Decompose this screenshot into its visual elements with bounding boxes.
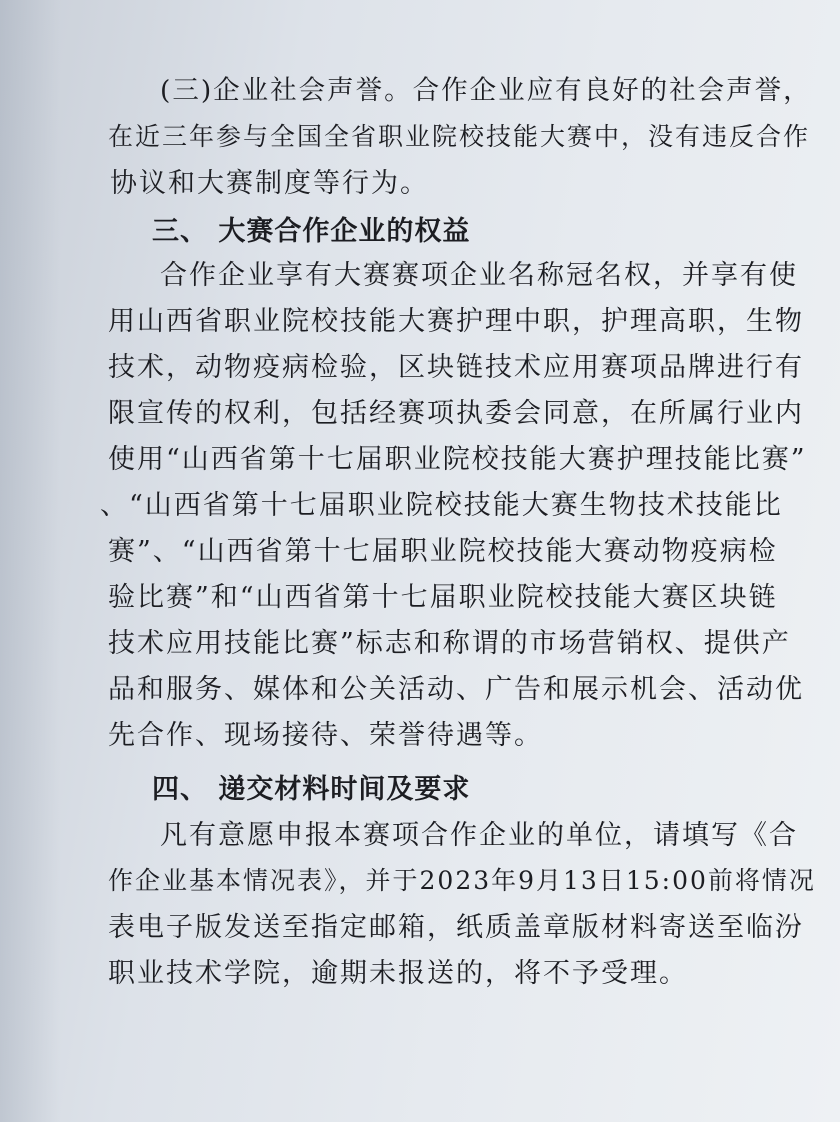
paragraph-line: 先合作、现场接待、荣誉待遇等。 [108,720,543,751]
paragraph-line: 表电子版发送至指定邮箱，纸质盖章版材料寄送至临汾 [108,912,804,943]
paragraph-line: 赛”、“山西省第十七届职业院校技能大赛动物疫病检 [108,536,778,567]
paragraph-line: 限宣传的权利，包括经赛项执委会同意，在所属行业内 [108,398,804,429]
paragraph-line: 作企业基本情况表》，并于2023年9月13日15:00前将情况 [108,866,816,895]
page-shadow [0,0,60,1122]
paragraph-line: 使用“山西省第十七届职业院校技能大赛护理技能比赛” [108,444,807,475]
paragraph-line: 、“山西省第十七届职业院校技能大赛生物技术技能比 [100,490,783,521]
paragraph-line: 合作企业享有大赛赛项企业名称冠名权，并享有使 [160,260,798,291]
section-heading: 四、 递交材料时间及要求 [152,774,471,805]
paragraph-line: 品和服务、媒体和公关活动、广告和展示机会、活动优 [108,674,804,705]
paragraph-line: 凡有意愿申报本赛项合作企业的单位，请填写《合 [160,820,798,851]
paragraph-line: 职业技术学院，逾期未报送的，将不予受理。 [108,958,688,989]
section-heading: 三、 大赛合作企业的权益 [152,216,471,247]
paragraph-line: 用山西省职业院校技能大赛护理中职，护理高职，生物 [108,306,804,337]
paragraph-line: 验比赛”和“山西省第十七届职业院校技能大赛区块链 [108,582,778,613]
paragraph-line: 技术应用技能比赛”标志和称谓的市场营销权、提供产 [108,628,791,659]
paragraph-line: (三)企业社会声誉。合作企业应有良好的社会声誉， [160,75,812,106]
paragraph-line: 协议和大赛制度等行为。 [110,168,429,199]
paragraph-line: 技术，动物疫病检验，区块链技术应用赛项品牌进行有 [108,352,804,383]
paragraph-line: 在近三年参与全国全省职业院校技能大赛中，没有违反合作 [108,122,811,151]
